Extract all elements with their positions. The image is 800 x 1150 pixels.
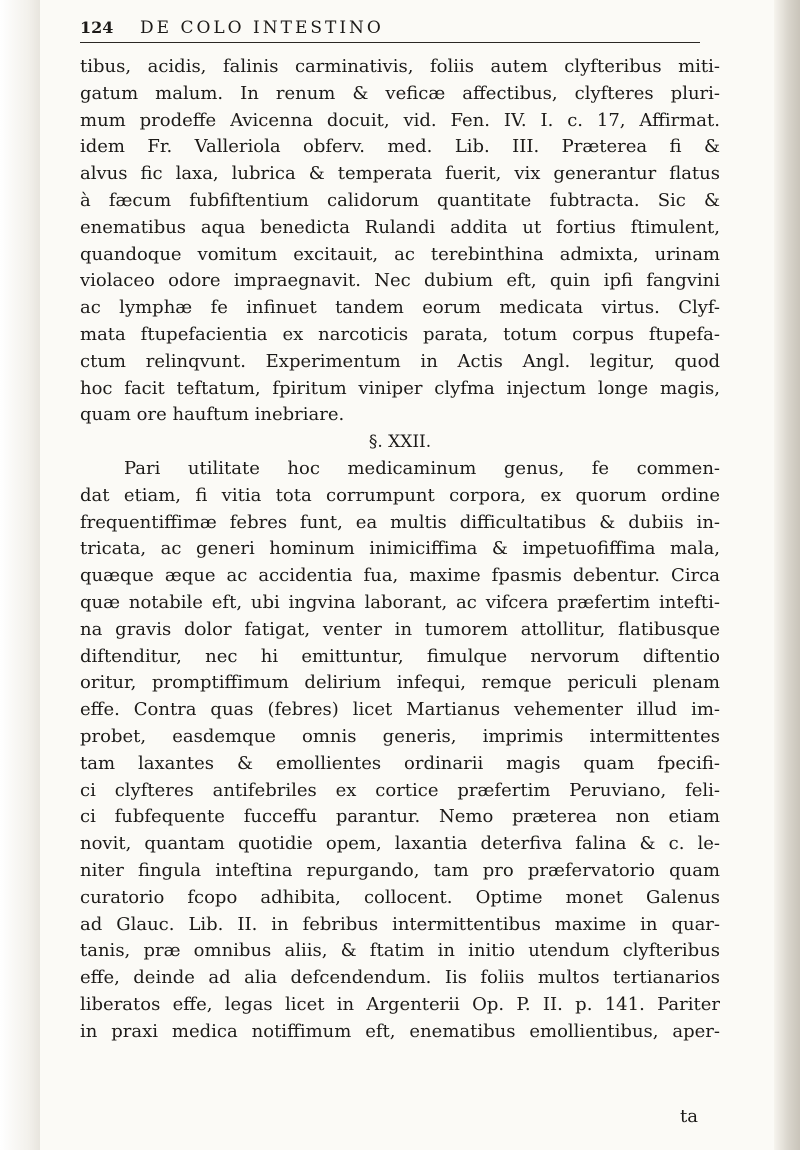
running-head: DE COLO INTESTINO — [140, 18, 384, 38]
text-line: violaceo odore impraegnavit. Nec dubium eft, quin ipfi fangvini — [80, 270, 720, 292]
text-line: ci fubfequente fucceffu parantur. Nemo præterea non etiam — [80, 806, 720, 828]
text-line: effe. Contra quas (febres) licet Martianus vehementer illud im- — [80, 699, 720, 721]
text-line: tricata, ac generi hominum inimiciffima & impetuofiffima mala, — [80, 538, 720, 560]
page-header — [80, 18, 700, 48]
text-line: ctum relinqvunt. Experimentum in Actis Angl. legitur, quod — [80, 350, 720, 372]
body-text — [80, 54, 720, 1045]
page-gutter-shadow — [0, 0, 40, 1150]
text-line: quandoque vomitum excitauit, ac terebinthina admixta, urinam — [80, 243, 720, 265]
text-line: ad Glauc. Lib. II. in febribus intermittentibus maxime in quar- — [80, 913, 720, 935]
text-line: niter fingula inteftina repurgando, tam pro præfervatorio quam — [80, 859, 720, 881]
text-line: hoc facit teftatum, fpiritum viniper clyfma injectum longe magis, — [80, 377, 720, 399]
text-line: quæque æque ac accidentia fua, maxime fpasmis debentur. Circa — [80, 565, 720, 587]
text-line: tibus, acidis, falinis carminativis, foliis autem clyfteribus miti- — [80, 56, 720, 77]
text-line: quam ore hauftum inebriare. — [80, 404, 345, 426]
text-line: in praxi medica notiffimum eft, enematibus emollientibus, aper- — [80, 1020, 720, 1042]
text-line: alvus fic laxa, lubrica & temperata fuerit, vix generantur flatus — [80, 163, 720, 185]
text-line: ac lymphæ fe infinuet tandem eorum medicata virtus. Clyf- — [80, 297, 720, 319]
text-line: curatorio fcopo adhibita, collocent. Optime monet Galenus — [80, 886, 720, 908]
text-line: dat etiam, fi vitia tota corrumpunt corpora, ex quorum ordine — [80, 484, 720, 506]
page-number: 124 — [80, 18, 114, 37]
text-line: effe, deinde ad alia defcendendum. Iis foliis multos tertianarios — [80, 967, 720, 989]
text-line: tanis, præ omnibus aliis, & ftatim in initio utendum clyfteribus — [80, 940, 720, 962]
text-line: enematibus aqua benedicta Rulandi addita ut fortius ftimulent, — [80, 216, 720, 238]
text-line: Pari utilitate hoc medicaminum genus, fe commen- — [124, 457, 720, 479]
text-line: oritur, promptiffimum delirium infequi, remque periculi plenam — [80, 672, 720, 694]
text-line: liberatos effe, legas licet in Argenterii Op. P. II. p. 141. Pariter — [80, 993, 720, 1015]
text-line: probet, easdemque omnis generis, imprimis intermittentes — [80, 725, 720, 747]
text-line: idem Fr. Valleriola obferv. med. Lib. III. Præterea fi & — [80, 136, 720, 158]
text-line: mata ftupefacientia ex narcoticis parata, totum corpus ftupefa- — [80, 323, 720, 345]
section-heading: §. XXII. — [368, 432, 432, 453]
text-line: quæ notabile eft, ubi ingvina laborant, ac vifcera præfertim intefti- — [80, 591, 720, 613]
text-line: tam laxantes & emollientes ordinarii magis quam fpecifi- — [80, 752, 720, 774]
text-line: gatum malum. In renum & veficæ affectibus, clyfteres pluri- — [80, 82, 720, 104]
page-edge — [774, 0, 800, 1150]
text-line: frequentiffimæ febres funt, ea multis difficultatibus & dubiis in- — [80, 511, 720, 533]
catchword: ta — [680, 1106, 698, 1127]
text-line: na gravis dolor fatigat, venter in tumorem attollitur, flatibusque — [80, 618, 720, 640]
text-line: diftenditur, nec hi emittuntur, fimulque nervorum diftentio — [80, 645, 720, 667]
text-line: novit, quantam quotidie opem, laxantia deterfiva falina & c. le- — [80, 833, 720, 855]
header-rule — [80, 42, 700, 43]
text-line: mum prodeffe Avicenna docuit, vid. Fen. IV. I. c. 17, Affirmat. — [80, 109, 720, 131]
text-line: à fæcum fubfiftentium calidorum quantitate fubtracta. Sic & — [80, 189, 720, 211]
text-line: ci clyfteres antifebriles ex cortice præfertim Peruviano, feli- — [80, 779, 720, 801]
